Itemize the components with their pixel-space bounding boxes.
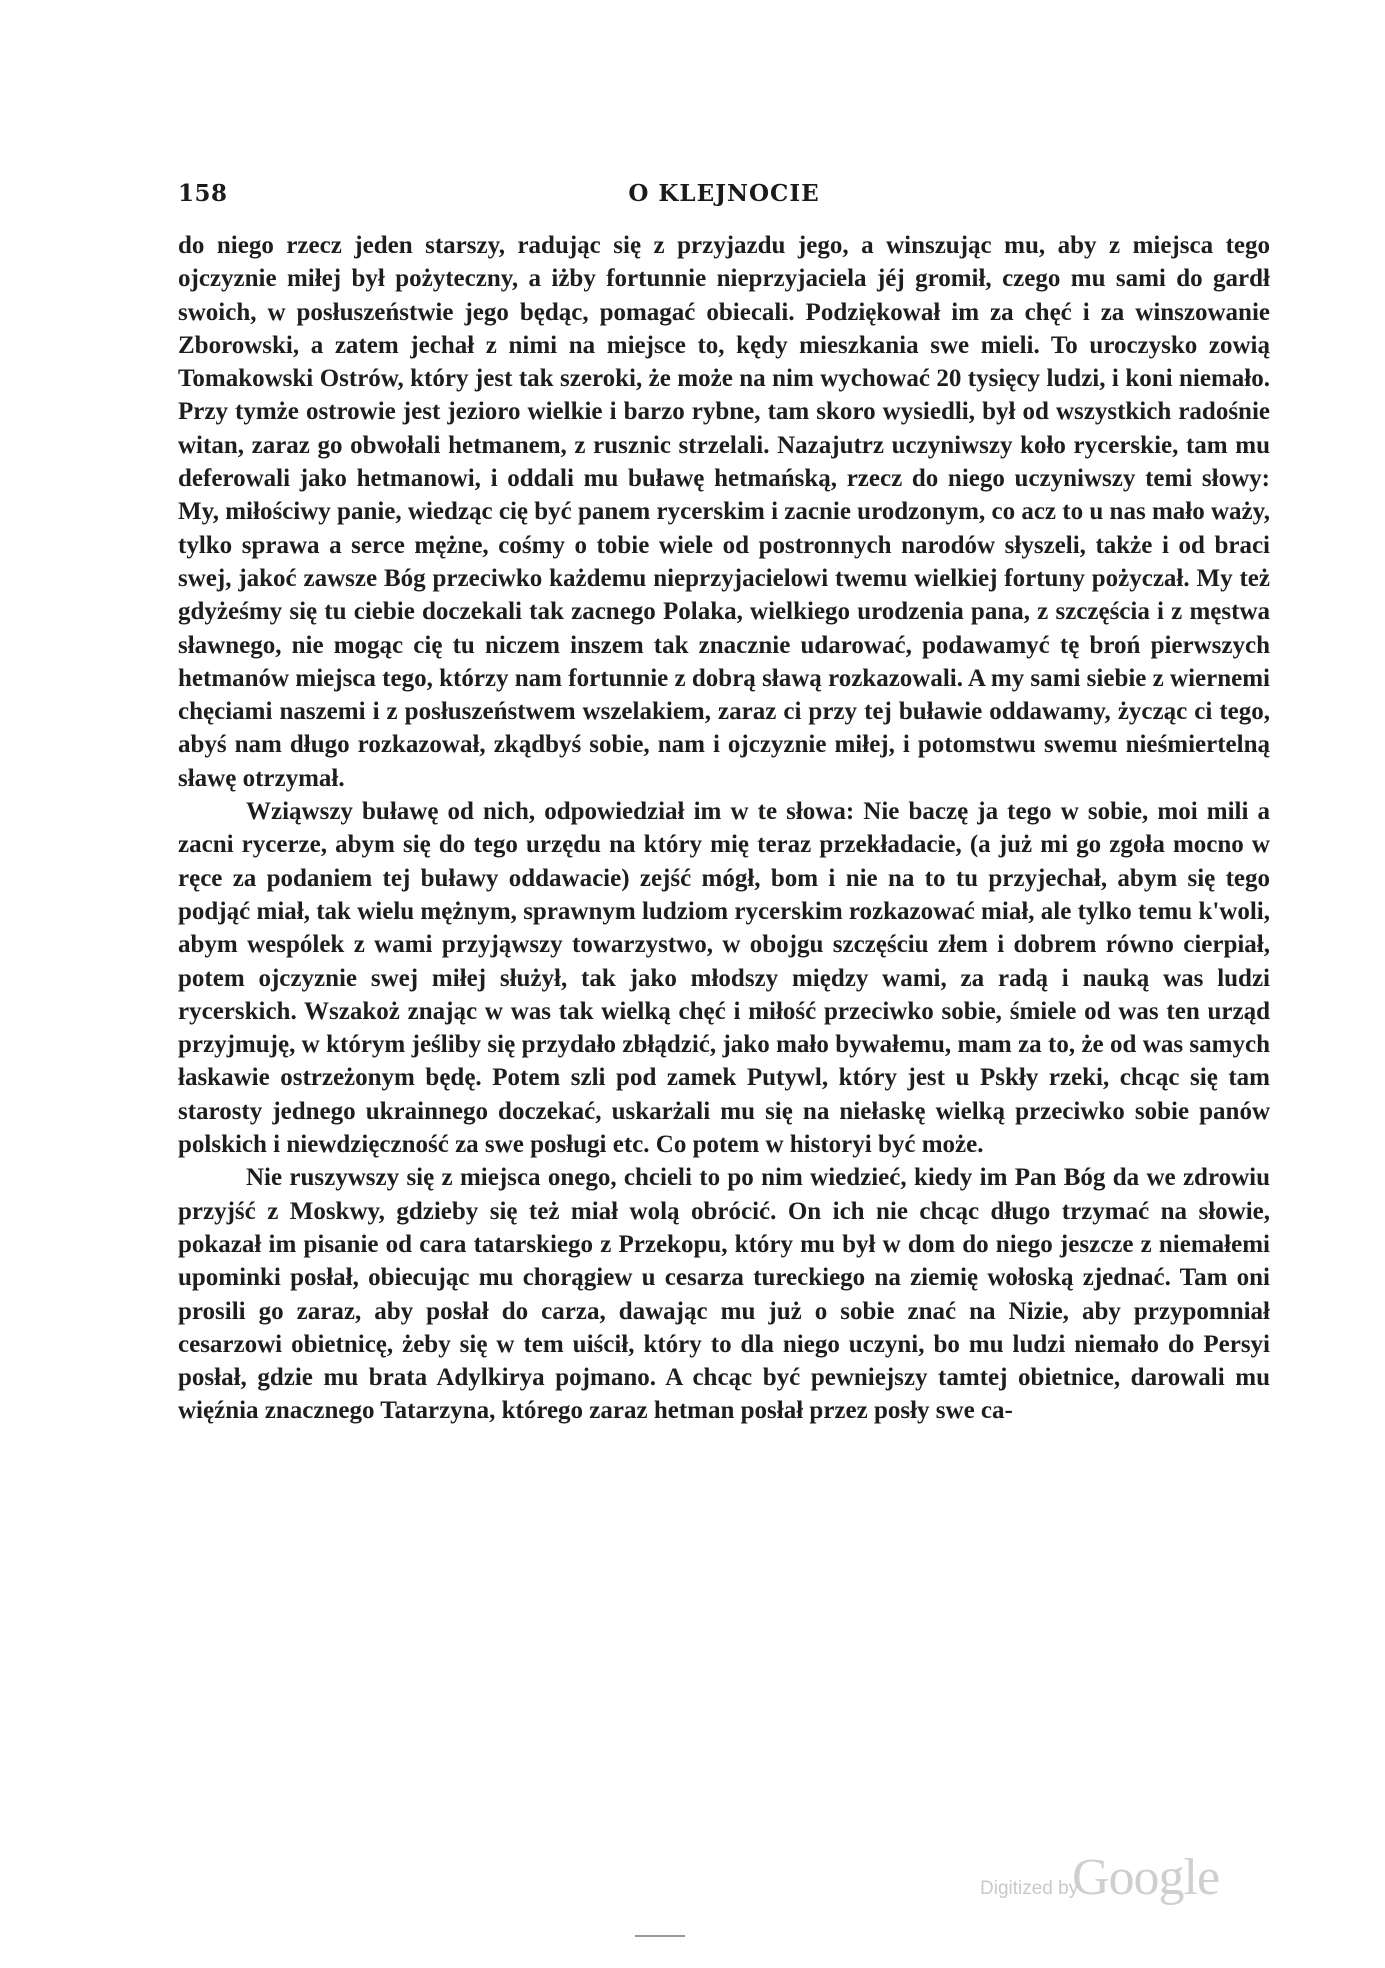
footer-rule	[635, 1935, 685, 1937]
google-logo: Google	[1072, 1849, 1220, 1906]
page-header	[178, 180, 1270, 216]
digitized-watermark	[980, 1848, 1240, 1908]
body-text	[178, 229, 1270, 1428]
watermark-prefix: Digitized by	[980, 1878, 1079, 1899]
paragraph-2: Wziąwszy buławę od nich, odpowiedział im w te słowa: Nie baczę ja tego w sobie, moi mili a zacni rycerze, abym się do tego urzędu na który mię teraz przekładacie, (a już mi go zgoła mocno w ręce za podaniem tej buławy oddawacie) zejść mógł, bom i nie na to tu przyjechał, abym się tego podjąć miał, tak wielu mężnym, sprawnym ludziom rycerskim rozkazować miał, ale tylko temu k'woli, abym wespólek z wami przyjąwszy towarzystwo, w obojgu szczęściu złem i dobrem równo cierpiał, potem ojczyznie swej miłej służył, tak jako młodszy między wami, za radą i nauką was ludzi rycerskich. Wszakoż znając w was tak wielką chęć i miłość przeciwko sobie, śmiele od was ten urząd przyjmuję, w którym jeśliby się przydało zbłądzić, jako mało bywałemu, mam za to, że od was samych łaskawie ostrzeżonym będę. Potem szli pod zamek Putywl, który jest u Pskły rzeki, chcąc się tam starosty jednego ukrainnego doczekać, uskarżali mu się na niełaskę wielką przeciwko sobie panów polskich i niewdzięczność za swe posługi etc. Co potem w historyi być może.	[178, 798, 1270, 1159]
running-title: O KLEJNOCIE	[628, 180, 820, 207]
paragraph-3: Nie ruszywszy się z miejsca onego, chcieli to po nim wiedzieć, kiedy im Pan Bóg da we zdrowiu przyjść z Moskwy, gdzieby się też miał wolą obrócić. On ich nie chcąc długo trzymać na słowie, pokazał im pisanie od cara tatarskiego z Przekopu, który mu był w dom do niego jeszcze z niemałemi upominki posłał, obiecując mu chorągiew u cesarza tureckiego na ziemię wołoską zjednać. Tam oni prosili go zaraz, aby posłał do carza, dawając mu już o sobie znać na Nizie, aby przypomniał cesarzowi obietnicę, żeby się w tem uiścił, który to dla niego uczyni, bo mu ludzi niemało do Persyi posłał, gdzie mu brata Adylkirya pojmano. A chcąc być pewniejszy tamtej obietnice, darowali mu więźnia znacznego Tatarzyna, którego zaraz hetman posłał przez posły swe ca-	[178, 1164, 1270, 1425]
page-number: 158	[178, 180, 228, 207]
paragraph-1: do niego rzecz jeden starszy, radując się z przyjazdu jego, a winszując mu, aby z miejsca tego ojczyznie miłej był pożyteczny, a iżby fortunnie nieprzyjaciela jéj gromił, czego mu sami do gardł swoich, w posłuszeństwie jego będąc, pomagać obiecali. Podziękował im za chęć i za winszowanie Zborowski, a zatem jechał z nimi na miejsce to, kędy mieszkania swe mieli. To uroczysko zowią Tomakowski Ostrów, który jest tak szeroki, że może na nim wychować 20 tysięcy ludzi, i koni niemało. Przy tymże ostrowie jest jezioro wielkie i barzo rybne, tam skoro wysiedli, był od wszystkich radośnie witan, zaraz go obwołali hetmanem, z rusznic strzelali. Nazajutrz uczyniwszy koło rycerskie, tam mu deferowali jako hetmanowi, i oddali mu buławę hetmańską, rzecz do niego uczyniwszy temi słowy: My, miłościwy panie, wiedząc cię być panem rycerskim i zacnie urodzonym, co acz to u nas mało waży, tylko sprawa a serce mężne, cośmy o tobie wiele od postronnych narodów słyszeli, także i od braci swej, jakoć zawsze Bóg przeciwko każdemu nieprzyjacielowi twemu wielkiej fortuny pożyczał. My też gdyżeśmy się tu ciebie doczekali tak zacnego Polaka, wielkiego urodzenia pana, z szczęścia i z męstwa sławnego, nie mogąc cię tu niczem inszem tak znacznie udarować, podawamyć tę broń pierwszych hetmanów miejsca tego, którzy nam fortunnie z dobrą sławą rozkazowali. A my sami siebie z wiernemi chęciami naszemi i z posłuszeństwem wszelakiem, zaraz ci przy tej buławie oddawamy, życząc ci tego, abyś nam długo rozkazował, zkądbyś sobie, nam i ojczyznie miłej, i potomstwu swemu nieśmiertelną sławę otrzymał.	[178, 232, 1270, 792]
